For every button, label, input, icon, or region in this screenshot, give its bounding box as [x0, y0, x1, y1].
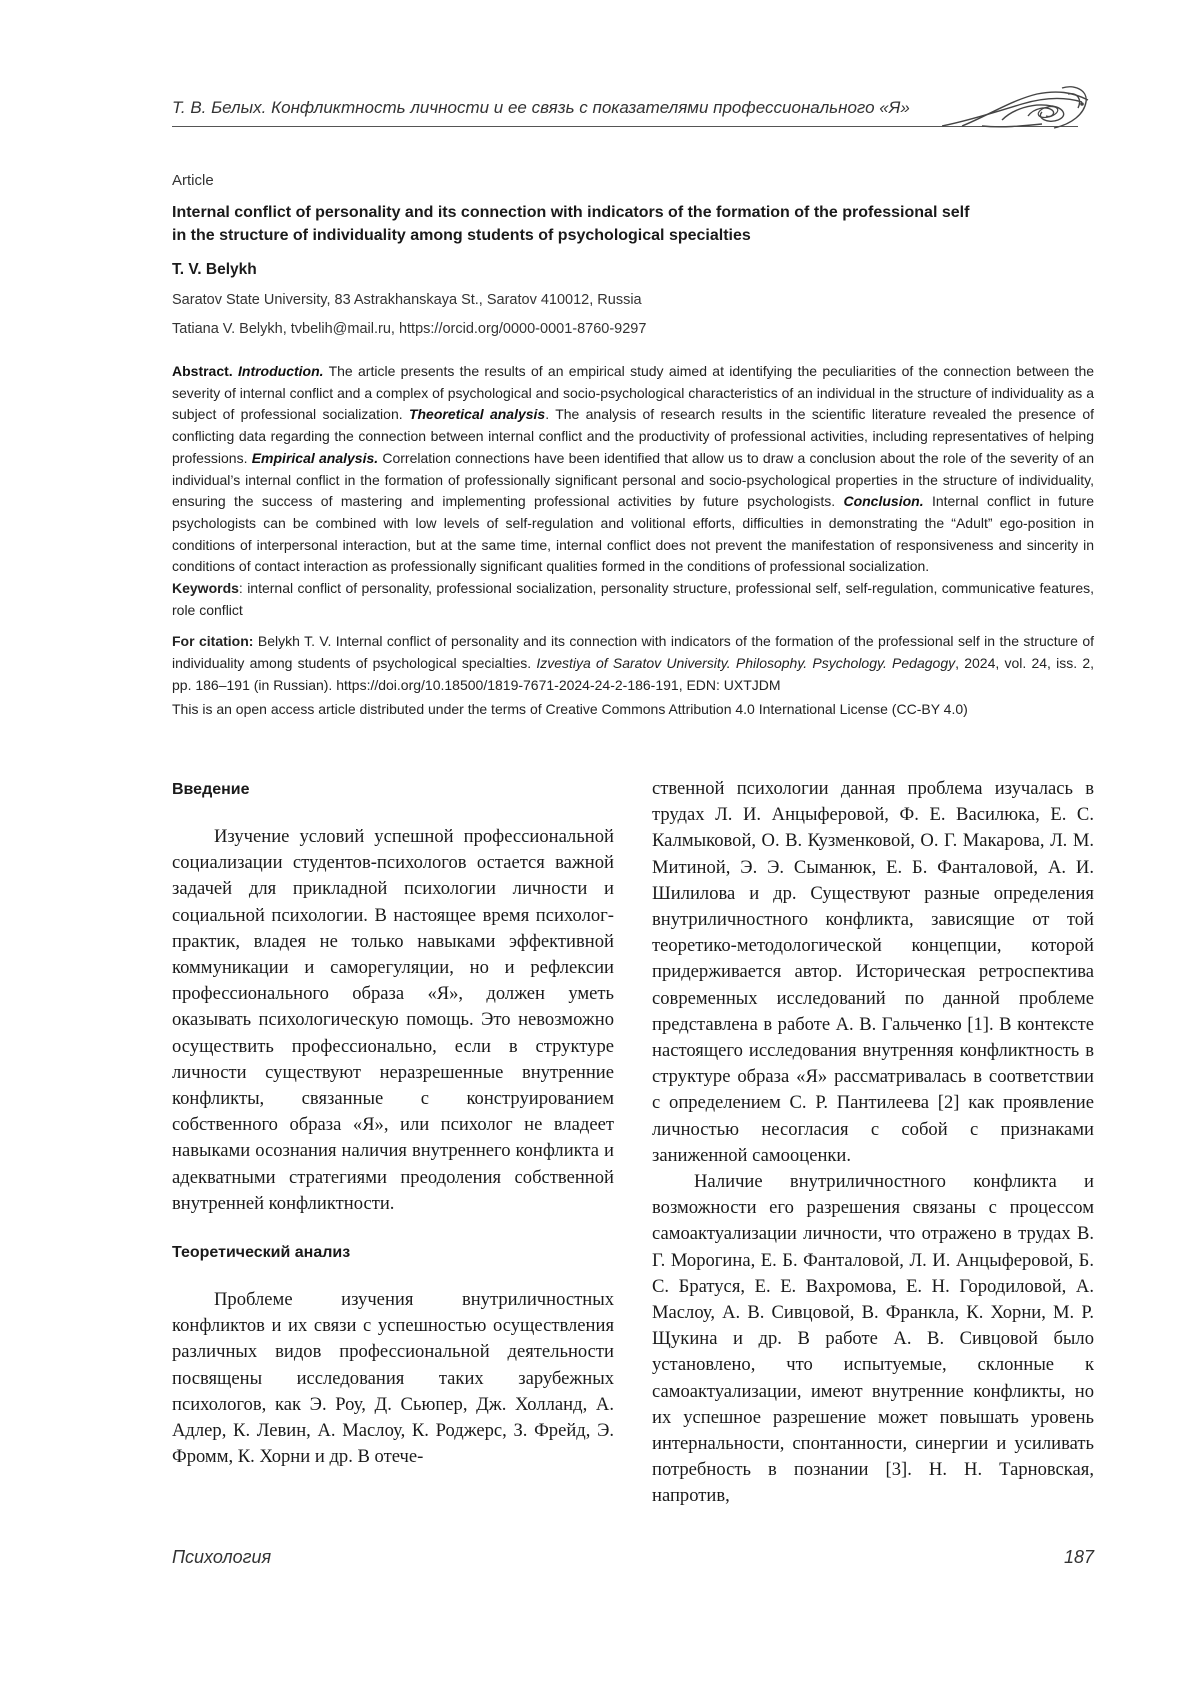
abstract-conclusion-text: Internal conflict in future psychologists can be combined with low levels of self-regulation and volitional efforts, difficulties in demonstrating the “Adult” ego-position in conditions of interpersonal interaction, but at the same time, internal conflict does not prevent the manifestation of responsiveness and sincerity in conditions of contact interaction as professionally significant qualities formed in the conditions of professional socialization. — [172, 493, 1094, 575]
citation-journal: Izvestiya of Saratov University. Philosophy. Psychology. Pedagogy — [536, 655, 956, 672]
keywords — [172, 578, 1094, 621]
abstract-theory-text: . The analysis of research results in the scientific literature revealed the presence of conflicting data regarding the connection between internal conflict and the productivity of professional activities, including representatives of helping professions. — [172, 406, 1095, 466]
article-front-matter — [172, 172, 1094, 720]
citation — [172, 631, 1094, 696]
page-number: 187 — [1063, 1547, 1094, 1567]
abstract-empirical-label: Empirical analysis. — [251, 449, 379, 466]
footer-section: Психология — [172, 1547, 272, 1567]
abstract-intro-label: Introduction. — [238, 363, 324, 379]
abstract-empirical-text: Correlation connections have been identified that allow us to draw a conclusion about the role of the severity of an individual’s internal conflict in the formation of professionally significant personal and socio-psychological properties in the structure of individuality, ensuring the success of mastering and implementing professional activities by future psychologists. — [172, 449, 1094, 510]
article-type-label: Article — [172, 172, 214, 189]
theory-paragraph: Проблеме изучения внутриличностных конфликтов и их связи с успешностью осуществления различных видов профессиональной деятельности посвящены исследования таких зарубежных психологов, как Э. Роу, Д. Сьюпер, Дж. Холланд, А. Адлер, К. Левин, А. Маслоу, К. Роджерс, З. Фрейд, Э. Фромм, К. Хорни и др. В отече- — [172, 1289, 614, 1468]
article-title-line1: Internal conflict of personality and its connection with indicators of the formation of the professional self — [172, 204, 970, 221]
section-heading-introduction: Введение — [172, 781, 250, 798]
abstract-conclusion-label: Conclusion. — [843, 493, 924, 510]
abstract-theory-label: Theoretical analysis — [408, 406, 546, 423]
citation-text-a: Belykh T. V. Internal conflict of personality and its connection with indicators of the formation of the professional self in the structure of individuality among students of psychological specialties. — [172, 633, 1094, 672]
citation-text-b[interactable]: , 2024, vol. 24, iss. 2, pp. 186–191 (in Russian). https://doi.org/10.18500/1819-7671-2024-24-2-186-191, EDN: UXTJDM — [172, 655, 1094, 693]
keywords-label: Keywords — [172, 580, 239, 597]
abstract-intro-text: The article presents the results of an empirical study aimed at identifying the peculiarities of the connection between the severity of internal conflict and a complex of psychological and socio-psychological characteristics of an individual in the structure of individuality as a subject of professional socialization. — [172, 363, 1095, 423]
intro-paragraph: Изучение условий успешной профессиональной социализации студентов-психологов остается важной задачей для прикладной психологии личности и социальной психологии. В настоящее время психолог-практик, владея не только навыками эффективной коммуникации и саморегуляции, но и рефлексии профессионального образа «Я», должен уметь оказывать психологическую помощь. Это невозможно осуществить профессионально, если в структуре личности существуют неразрешенные внутренние конфликты, связанные с конструированием собственного образа «Я», или психолог не владеет навыками осознания наличия внутреннего конфликта и адекватными стратегиями преодоления собственной внутренней конфликтности. — [172, 826, 614, 1214]
right-paragraph-1: ственной психологии данная проблема изучалась в трудах Л. И. Анцыферовой, Ф. Е. Василюка, Е. С. Калмыковой, О. В. Кузменковой, О. Г. Макарова, Л. М. Митиной, Э. Э. Сыманюк, Е. Б. Фанталовой, А. И. Шилилова и др. Существуют разные определения внутриличностного конфликта, зависящие от той теоретико-методологической концепции, которой придерживается автор. Историческая ретроспектива современных исследований по данной проблеме представлена в работе А. В. Гальченко [1]. В контексте настоящего исследования внутренняя конфликтность в структуре образа «Я» рассматривалась в соответствии с определением С. Р. Пантилеева [2] как проявление личностью несогласия с собой с признаками заниженной самооценки. — [652, 778, 1094, 1166]
right-paragraph-2: Наличие внутриличностного конфликта и возможности его разрешения связаны с процессом самоактуализации личности, что отражено в трудах В. Г. Морогина, Е. Б. Фанталовой, Л. И. Анцыферовой, Б. С. Братуся, Е. Е. Вахромова, Е. Н. Городиловой, А. Маслоу, А. В. Сивцовой, В. Франкла, К. Хорни, М. Р. Щукина и др. В работе А. В. Сивцовой было установлено, что испытуемые, склонные к самоактуализации, имеют внутренние конфликты, но их успешное разрешение может повышать уровень интернальности, спонтанности, синергии и усиливать потребность в познании [3]. Н. Н. Тарновская, напротив, — [652, 1171, 1094, 1507]
keywords-text: : internal conflict of personality, professional socialization, personality structure, professional self, self-regulation, communicative features, role conflict — [172, 580, 1094, 618]
article-title — [172, 201, 1094, 247]
affiliation: Saratov State University, 83 Astrakhanskaya St., Saratov 410012, Russia — [172, 292, 642, 308]
author-contact: Tatiana V. Belykh, tvbelih@mail.ru, https://orcid.org/0000-0001-8760-9297 — [172, 321, 647, 337]
license-note: This is an open access article distributed under the terms of Creative Commons Attribution 4.0 International License (CC-BY 4.0) — [172, 700, 968, 717]
author-name: T. V. Belykh — [172, 261, 257, 278]
abstract — [172, 361, 1094, 578]
body-column-right — [652, 776, 1094, 1510]
ornament-icon — [942, 80, 1092, 140]
article-title-line2: in the structure of individuality among students of psychological specialties — [172, 227, 751, 244]
citation-label: For citation: — [172, 633, 254, 650]
section-heading-theory: Теоретический анализ — [172, 1244, 351, 1262]
running-header: Т. В. Белых. Конфликтность личности и ее связь с показателями профессионального «Я» — [172, 98, 910, 117]
page-footer — [172, 1547, 1094, 1568]
body-column-left — [172, 780, 614, 1470]
abstract-label: Abstract. — [172, 363, 233, 379]
